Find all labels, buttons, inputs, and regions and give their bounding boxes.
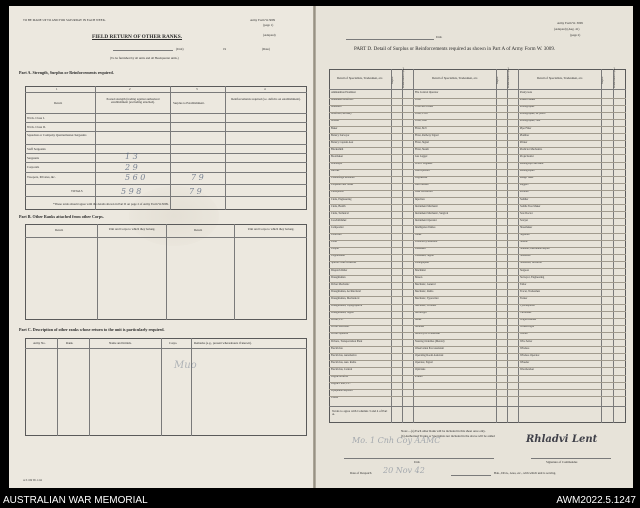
trade-item: Draughtsman, Mechanical	[331, 296, 360, 300]
trade-item: Millwright	[415, 311, 427, 315]
right-page-number: (page 2)	[570, 33, 581, 37]
table-row-rule	[329, 225, 626, 226]
col-head-detail: Detail.	[54, 101, 63, 105]
part-c-col-name: Name and Initials.	[109, 341, 132, 345]
table-row-rule	[329, 304, 626, 305]
part-c-table	[25, 338, 307, 436]
trade-item: Miner	[415, 318, 422, 322]
trade-item: Carpenter and Joiner	[331, 183, 354, 187]
trade-item: Saddle Tree Maker	[520, 204, 541, 208]
note-a: Note:—(a) Each other Rank will be included in this sheet once only.	[401, 429, 486, 433]
trade-item: Lithographer	[415, 261, 430, 265]
faint-handwriting: Muo	[174, 360, 197, 371]
trade-item: Compositor	[331, 225, 344, 229]
caption-id: AWM2022.5.1247	[556, 495, 636, 506]
table-row-rule	[329, 296, 626, 297]
col-head-reinforcements: Reinforcements required (i.e. deficits on establishment).	[231, 97, 301, 101]
trade-item: Rivetter	[520, 190, 529, 194]
row-wo-class-2: W.Os. Class II.	[27, 125, 46, 129]
trade-item: Camouflage Modeller	[331, 176, 355, 180]
scanned-document	[9, 6, 633, 488]
col-num-4: 4	[264, 87, 266, 91]
trade-item: Driver Mechanic	[331, 325, 350, 329]
trade-item: Bootmaker	[331, 154, 343, 158]
table-row-rule	[329, 375, 626, 376]
row-squadron-qms: Squadron or Company Quartermaster-Sergeants	[27, 133, 87, 137]
year-label: 19	[223, 47, 227, 51]
table-row-rule	[329, 261, 626, 262]
table-row-rule	[329, 204, 626, 205]
trade-item: Predictor Mechanics	[520, 147, 543, 151]
trade-item: Motorcycle Tradesman	[415, 332, 440, 336]
trade-item: Welder	[520, 332, 528, 336]
bde-line: Bde., Divn., Area, etc., with which unit is serving.	[494, 471, 557, 475]
trade-item: Artificers, Artillery	[331, 112, 352, 116]
part-b-col-unit-1: Unit and Corps to which they belong.	[108, 227, 156, 231]
trade-item: Gas Lagger	[415, 154, 428, 158]
trade-item: Printer	[520, 140, 528, 144]
signature-label: Signature of Commander.	[546, 460, 578, 464]
trade-item: Injection	[415, 197, 425, 201]
table-row-rule	[329, 240, 626, 241]
faint-handwriting: 2 9	[125, 163, 138, 172]
part-a-heading: Part A. Strength, Surplus or Reinforcements required.	[19, 70, 114, 75]
caption-source: AUSTRALIAN WAR MEMORIAL	[3, 495, 148, 506]
trade-item: Wheelwright	[520, 325, 535, 329]
table-row-rule	[329, 98, 626, 99]
trade-item: Engine Artificer	[331, 375, 349, 378]
trade-item: Saw Doctor	[520, 211, 533, 215]
trade-item: Intelligence Duties	[415, 225, 436, 229]
trade-item: Surveyor, Engineering	[520, 275, 545, 279]
trade-item: Painter	[415, 375, 423, 378]
trade-item: Battery Captain Asst	[331, 140, 354, 144]
table-row-rule	[329, 112, 626, 113]
trade-item: Radiographer	[520, 169, 535, 173]
trade-item: Mechanic, Typewriter	[415, 296, 439, 300]
trade-item: Mason	[415, 275, 423, 279]
table-row-rule	[329, 183, 626, 184]
trade-item: Driver, I.C.	[331, 318, 344, 322]
trade-item: Electrician	[331, 346, 343, 350]
right-unit-label: Unit.	[436, 35, 443, 39]
col-head-surplus-2: Surplus	[496, 76, 499, 84]
table-row-rule	[329, 140, 626, 141]
trade-item: Battery Surveyor	[331, 133, 350, 137]
trade-item: Mechanic, General	[415, 282, 436, 286]
trade-item: Engine Fitter, I.C.	[331, 382, 351, 386]
trade-item: Mechanic, Radio	[415, 289, 434, 293]
col-head-detail-3: Detail of Specialists, Tradesmen, etc.	[537, 76, 583, 80]
left-page	[9, 6, 313, 488]
table-row-rule	[329, 154, 626, 155]
trade-item: Armament Artificers	[331, 98, 354, 102]
trade-item: Instrument Mechanic	[415, 204, 438, 208]
table-row-rule	[329, 325, 626, 326]
trade-item: Operator, Signal	[415, 360, 433, 364]
trade-item: Observation Post Assistant	[415, 346, 444, 350]
part-b-col-unit-2: Unit and Corps to which they belong.	[247, 227, 295, 231]
date-of-despatch-label: Date of Despatch	[350, 471, 372, 475]
trade-item: Equipment Repairer	[331, 389, 353, 393]
trade-item: Machinist	[415, 268, 426, 272]
trade-item: Gun Operator	[415, 169, 430, 173]
trade-item: Photographer	[520, 105, 535, 109]
commander-signature: Rhladvi Lent	[526, 434, 598, 445]
col-head-reinf-1: Reinforcements required	[403, 67, 405, 88]
trade-item: Concreter	[331, 233, 342, 236]
col-head-reinf-3: Reinforcements required	[614, 67, 616, 88]
table-row-rule	[329, 147, 626, 148]
table-row-rule	[329, 247, 626, 248]
table-row-rule	[329, 389, 626, 390]
table-row-rule	[329, 126, 626, 127]
table-row-rule	[329, 233, 626, 234]
part-c-col-remarks: Remarks (e.g., present whereabouts if known).	[194, 341, 252, 345]
trade-item: Special Chief Orderlies	[331, 261, 357, 265]
trade-item: Driver Operator	[331, 332, 349, 336]
form-title: FIELD RETURN OF OTHER RANKS.	[92, 34, 183, 40]
trade-item: Electrician, Control	[331, 367, 353, 371]
trade-item: File Control Operator	[415, 91, 439, 94]
trade-item: Baker	[331, 126, 338, 130]
trade-item: Pattern Maker	[520, 98, 536, 102]
faint-handwriting: 7 9	[191, 173, 204, 182]
trade-item: Fitter, Steam	[415, 147, 429, 151]
trade-item: Blacksmith	[331, 147, 344, 151]
trade-item: Hide Technician	[415, 190, 433, 194]
trade-item: Artisan	[331, 119, 339, 123]
trade-item: Fitter, Civil	[415, 112, 428, 116]
trade-item: Range Taker	[520, 176, 534, 180]
trade-item: Projectionist	[520, 154, 534, 158]
trade-item: Surgeon	[520, 268, 529, 272]
trade-item: Fitter and Turner	[415, 105, 434, 109]
printer-code: A.T. 184 Wt. 1/44	[23, 479, 42, 482]
part-c-col-corps: Corps.	[169, 341, 178, 345]
trade-item: Pipe Fitter	[520, 126, 532, 130]
trade-item: Instrument Mechanic, Surgical	[415, 211, 449, 215]
col-head-surplus-1: Surplus	[391, 76, 394, 84]
faint-handwriting: Mo. 1 Cnh Coy AAMC	[352, 436, 441, 445]
trade-item: Opticians	[415, 367, 426, 371]
trade-item: Joiner	[415, 233, 422, 236]
note-b: (b) Authorised Trades or Specialists not included in the above will be added	[401, 434, 495, 438]
trade-item: Woodworker	[520, 367, 534, 371]
trade-item: Fitter	[415, 98, 421, 102]
trade-item: Storeman	[520, 254, 531, 258]
trade-item: Nursing Orderlies (Mental)	[415, 339, 445, 343]
trade-item: Draughtsman, Architectural	[331, 289, 361, 293]
trade-item: Instrument Operator	[415, 218, 437, 222]
totals-note: Totals to agree with Columns 3 and 4 of Part A.	[332, 409, 388, 417]
col-head-reinf-2: Reinforcements required	[508, 67, 510, 88]
trade-item: Coachtrimmer	[331, 218, 347, 222]
part-b-heading: Part B. Other Ranks attached from other Corps.	[19, 214, 104, 219]
table-row-rule	[329, 367, 626, 368]
trade-item: Draughtsman, Topographical	[331, 304, 363, 307]
trade-item: Sounder, Instrument Repair	[520, 247, 550, 251]
row-staff-sergeants: Staff Sergeants	[27, 147, 46, 151]
trade-item: Dispatch Rider	[331, 268, 348, 272]
trade-item: Wagon Builder	[520, 318, 537, 322]
trade-item: Saddler	[520, 197, 529, 201]
trade-item: Clerk, Health	[331, 204, 346, 208]
trade-item: Linesman, Signal	[415, 254, 434, 258]
trade-item: Pastrycook	[520, 91, 532, 94]
table-row-rule	[329, 289, 626, 290]
trade-item: Tyre Repairer	[520, 304, 535, 307]
trade-item: Tracer, Tradesmen	[520, 289, 540, 293]
trade-item: Electrician, Aux. Radio	[331, 360, 357, 364]
part-b-col-detail-2: Detail.	[194, 228, 203, 232]
table-row-rule	[329, 169, 626, 170]
table-row-rule	[329, 353, 626, 354]
table-row-rule	[329, 360, 626, 361]
trade-item: Riggers	[520, 183, 529, 187]
part-b-col-detail-1: Detail.	[55, 228, 64, 232]
trade-item: Plumber	[520, 133, 530, 137]
part-c-col-rank: Rank.	[66, 341, 74, 345]
trade-item: Sawyer	[520, 218, 529, 222]
trade-item: Mechanic, Wireless	[415, 304, 437, 307]
row-wo-class-1: W.Os. Class I.	[27, 116, 45, 120]
table-row-rule	[329, 133, 626, 134]
faint-handwriting: 5 9 8	[121, 187, 142, 196]
trade-item: Armourer	[331, 105, 342, 109]
trade-item: Operating Room Assistant	[415, 353, 444, 357]
unit-footer-label: Unit.	[414, 460, 421, 464]
part-d-title: PART D. Detail of Surplus or Reinforcements required as shown in Part A of Army Form W. 3009.	[354, 46, 556, 52]
table-row-rule	[329, 119, 626, 120]
trade-item: Wireless	[520, 346, 530, 350]
trade-item: Clerk, Technical	[331, 211, 349, 215]
left-form-number: Army Form W.3009	[250, 18, 276, 22]
trade-item: Storeman, Technical	[520, 261, 543, 265]
faint-handwriting: 7 9	[189, 187, 202, 196]
faint-handwriting: 1 3	[125, 152, 138, 161]
trade-item: Shoemaker	[520, 225, 533, 229]
col-head-detail-1: Detail of Specialists, Tradesmen, etc.	[337, 76, 383, 80]
col-num-3: 3	[196, 87, 198, 91]
trade-item: Wheeler	[520, 360, 530, 364]
table-row-rule	[329, 268, 626, 269]
row-privates: Troopers, Privates, &c.	[27, 175, 56, 179]
trade-item: Drivers, Transportation Plant	[331, 339, 363, 343]
trade-item: Tailor	[520, 282, 527, 286]
table-row-rule	[329, 254, 626, 255]
trade-item: Hair Dresser	[415, 183, 429, 187]
adapted-label: (Adapted)	[263, 33, 276, 37]
trade-item: Radiograph Mechanic	[520, 162, 544, 165]
part-a-footnote: *These totals should agree with the details shown in Part II on page 2 of Army Form W.3009.	[53, 202, 169, 206]
row-corporals: Corporals	[27, 165, 40, 169]
part-c-col-army-no: Army No.	[33, 341, 46, 345]
trade-item: Fitter, Railway Signal	[415, 133, 439, 137]
right-form-number: Army Form W. 3009	[557, 21, 583, 25]
left-page-number: (page 1)	[263, 23, 274, 27]
trade-item: Ammunition Examiner	[331, 91, 356, 94]
col-num-2: 2	[129, 87, 131, 91]
table-row-rule	[329, 332, 626, 333]
table-row-rule	[329, 218, 626, 219]
unit-label: (Unit)	[176, 47, 184, 51]
table-row-rule	[329, 282, 626, 283]
trade-item: Clerk, Engineering	[331, 197, 352, 201]
faint-handwriting: 5 6 0	[125, 173, 146, 182]
col-num-1: 1	[56, 87, 58, 91]
col-head-detail-2: Detail of Specialists, Tradesmen, etc.	[432, 76, 478, 80]
trade-item: Laboratory Assistant	[415, 240, 438, 244]
table-row-rule	[329, 339, 626, 340]
trade-item: Driver Mechanic	[331, 282, 350, 286]
trade-item: Linesman	[415, 247, 426, 251]
part-c-heading: Part C. Description of other ranks whose return to the unit is particularly required.	[19, 327, 165, 332]
trade-item: Farrier	[331, 396, 339, 400]
trade-item: Cooper	[331, 247, 339, 251]
trade-item: Electrician, Automotive	[331, 353, 357, 357]
trade-item: Signaller	[520, 233, 530, 236]
trade-item: Photographer, air photo	[520, 112, 546, 116]
table-row-rule	[329, 311, 626, 312]
trade-item: Photographer, cine	[520, 119, 541, 123]
table-row-rule	[329, 346, 626, 347]
furnish-note: (To be furnished by all units and all Headquarter units.)	[110, 56, 179, 60]
col-head-posted: Posted strength (trading against authorized establishment (excluding attached).	[106, 97, 160, 105]
table-row-rule	[329, 162, 626, 163]
trade-item: Fitter, Gun	[415, 119, 427, 123]
faint-handwriting: 20 Nov 42	[383, 466, 425, 475]
trade-item: Chiropodist	[331, 190, 344, 194]
right-adapted-label: (Adapted) (Aug. 41)	[554, 27, 580, 31]
row-totals: TOTALS	[71, 189, 83, 193]
part-a-table	[25, 86, 307, 210]
trade-item: Cook	[331, 240, 337, 244]
trade-item: Moulder	[415, 325, 425, 329]
table-row-rule	[329, 382, 626, 383]
table-row-rule	[329, 211, 626, 212]
trade-item: Fitter, Signal	[415, 140, 429, 144]
trade-item: Engineman	[415, 176, 428, 180]
date-label: (Date)	[262, 47, 270, 51]
trade-item: Draughtsman	[331, 275, 346, 279]
trade-item: Coppersmith	[331, 254, 345, 258]
trade-item: Wireless Operator	[520, 353, 540, 357]
table-row-rule	[329, 396, 626, 397]
trade-item: Turner	[520, 296, 528, 300]
col-head-surplus-3: Surplus	[601, 76, 604, 84]
trade-item: Smiths	[520, 240, 528, 244]
table-row-rule	[329, 176, 626, 177]
table-row-rule	[329, 105, 626, 106]
col-head-surplus: Surplus to Establishment.	[173, 101, 205, 105]
table-row-rule	[329, 275, 626, 276]
top-note: TO BE MADE UP TO AND FOR SATURDAY IN EACH WEEK.	[23, 18, 106, 22]
trade-item: Wire Setter	[520, 339, 533, 343]
table-row-rule	[329, 318, 626, 319]
right-page	[316, 6, 633, 488]
row-sergeants: Sergeants	[27, 156, 39, 160]
table-row-rule	[329, 197, 626, 198]
trade-item: Draughtsman, Signal	[331, 311, 354, 315]
trade-item: Vulcaniser	[520, 311, 532, 315]
trade-item: G.P.O. Engineer	[415, 162, 433, 165]
table-row-rule	[329, 190, 626, 191]
trade-item: Bricklayer	[331, 162, 343, 165]
trade-item: Fitter, M.T.	[415, 126, 428, 130]
trade-item: Butcher	[331, 169, 340, 173]
